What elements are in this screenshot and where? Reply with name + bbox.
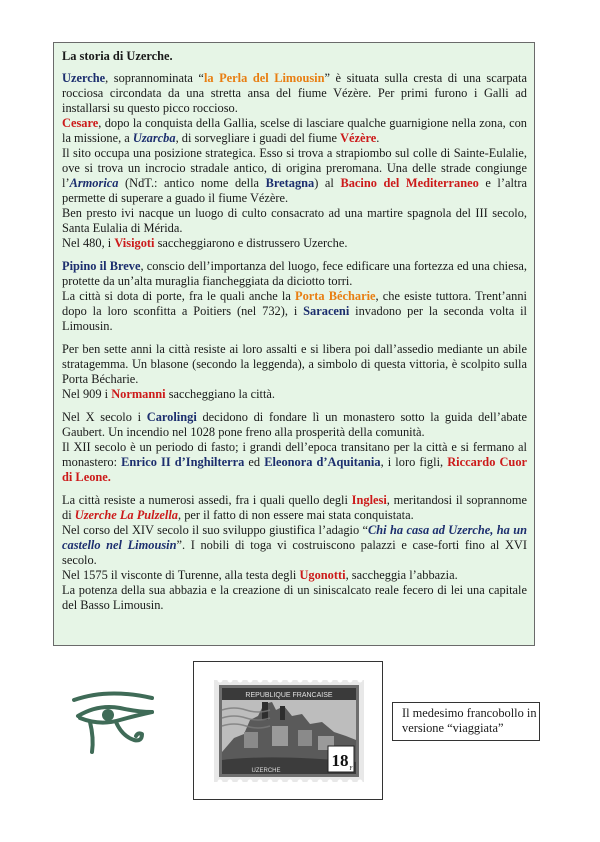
paragraph: [62, 342, 527, 387]
highlighted-term: Visigoti: [114, 236, 155, 250]
highlighted-term: Cesare: [62, 116, 99, 130]
highlighted-term: Porta Bécharie: [295, 289, 376, 303]
paragraph: [62, 523, 527, 568]
stamp-image: [214, 680, 364, 782]
text-run: , meritandosi il soprannome di: [62, 493, 527, 522]
text-run: , di sorvegliare i guadi del fiume: [175, 131, 341, 145]
highlighted-term: Ugonotti: [299, 568, 346, 582]
text-run: ) al: [314, 176, 341, 190]
paragraph: [62, 387, 527, 402]
text-run: ”. I nobili di toga vi costruiscono palazzi e case-forti fino al XVI secolo.: [62, 538, 527, 567]
text-run: , soprannominata “: [105, 71, 204, 85]
history-text-box: [53, 42, 535, 646]
highlighted-term: Bacino del Mediterraneo: [340, 176, 479, 190]
stamp-place-text: UZERCHE: [251, 768, 281, 774]
paragraph: [62, 493, 527, 523]
text-run: La città resiste a numerosi assedi, fra i quali quello degli: [62, 493, 352, 507]
stamp-frame: [193, 661, 383, 800]
stamp-caption: Il medesimo francobollo in versione “viaggiata”: [392, 702, 540, 741]
paragraph: [62, 236, 527, 251]
highlighted-term: Riccardo Cuor di Leone.: [62, 455, 528, 484]
highlighted-term: Uzerche: [62, 71, 106, 85]
stamp-country-text: REPUBLIQUE FRANCAISE: [245, 692, 333, 699]
text-run: invadono per la seconda volta il Limousin.: [62, 304, 528, 333]
text-run: Nel corso del XIV secolo il suo sviluppo giustifica l’adagio “: [62, 523, 369, 537]
text-run: Per ben sette anni la città resiste ai loro assalti e si libera poi dall’assedio mediante un abile stratagemma. Un blasone (secondo la leggenda), a simbolo di questa vittoria, è scolpito sulla Porta Bécharie.: [62, 342, 527, 386]
text-run: e l’altra permette di superare a guado il fiume Vézère.: [62, 176, 528, 205]
text-run: Il sito occupa una posizione strategica. Esso si trova a strapiombo sul colle di Sainte-Eulalie, ove si trova un incrocio stradale antico, di origina preromana. Una delle strade congiunge l’: [62, 146, 527, 190]
paragraph: [62, 440, 527, 485]
highlighted-term: Pipino il Breve: [62, 259, 141, 273]
text-run: Nel 1575 il visconte di Turenne, alla testa degli: [62, 568, 300, 582]
paragraph: [62, 116, 527, 146]
text-run: Nel X secolo i: [62, 410, 147, 424]
highlighted-term: Uzarcba: [132, 131, 176, 145]
paragraph: [62, 259, 527, 289]
highlighted-term: Carolingi: [146, 410, 197, 424]
paragraph: [62, 146, 527, 206]
highlighted-term: Uzerche La Pulzella: [74, 508, 178, 522]
text-run: ed: [244, 455, 265, 469]
page-title: La storia di Uzerche.: [62, 49, 173, 63]
highlighted-term: la Perla del Limousin: [203, 71, 325, 85]
text-run: , che esiste tuttora. Trent’anni dopo la loro sconfitta a Poitiers (nel 732), i: [62, 289, 527, 318]
stamp-value-text: 18: [331, 751, 349, 770]
text-run: Nel 909 i: [62, 387, 112, 401]
paragraph: [62, 410, 527, 440]
highlighted-term: Inglesi: [351, 493, 387, 507]
highlighted-term: Armorica: [69, 176, 119, 190]
paragraph: [62, 71, 527, 116]
paragraph: [62, 568, 527, 583]
paragraph: [62, 206, 527, 236]
paragraph: [62, 289, 527, 334]
highlighted-term: Vézère: [340, 131, 377, 145]
text-run: La città si dota di porte, fra le quali anche la: [62, 289, 296, 303]
highlighted-term: Bretagna: [265, 176, 315, 190]
paragraph: [62, 583, 527, 613]
highlighted-term: Saraceni: [303, 304, 350, 318]
text-run: ” è situata sulla cresta di una scarpata rocciosa circondata da una stretta ansa del fiume Vézère. Per primi furono i Galli ad installarsi su questo picco roccioso.: [62, 71, 527, 115]
text-run: (NdT.: antico nome della: [118, 176, 266, 190]
text-run: .: [376, 131, 380, 145]
text-run: , i loro figli,: [380, 455, 448, 469]
highlighted-term: Enrico II d’Inghilterra: [121, 455, 245, 469]
text-run: saccheggiarono e distrussero Uzerche.: [154, 236, 348, 250]
text-run: , dopo la conquista della Gallia, scelse di lasciare qualche guarnigione nella zona, con la missione, a: [62, 116, 527, 145]
text-run: Ben presto ivi nacque un luogo di culto consacrato ad una martire spagnola del III secolo, Santa Eulalia di Mérida.: [62, 206, 527, 235]
text-run: decidono di fondare lì un monastero sotto la guida dell’abate Gaubert. Un incendio nel 1028 pone freno alla prosperità della comunità.: [62, 410, 527, 439]
highlighted-term: Chi ha casa ad Uzerche, ha un castello nel Limousin: [62, 523, 527, 552]
text-run: saccheggiano la città.: [165, 387, 276, 401]
stamp-currency-text: F: [349, 766, 353, 772]
highlighted-term: Normanni: [111, 387, 166, 401]
eye-of-horus-icon: [68, 690, 156, 758]
text-run: , per il fatto di non essere mai stata conquistata.: [178, 508, 414, 522]
text-run: , conscio dell’importanza del luogo, fece edificare una fortezza ed una chiesa, protette da un’alta muraglia fiancheggiata da diciotto torri.: [62, 259, 528, 288]
text-run: Nel 480, i: [62, 236, 115, 250]
text-run: La potenza della sua abbazia e la creazione di un siniscalcato reale fecero di lei una capitale del Basso Limousin.: [62, 583, 527, 612]
text-run: Il XII secolo è un periodo di fasto; i grandi dell’epoca transitano per la città e si fermano al monastero:: [62, 440, 527, 469]
text-run: , saccheggia l’abbazia.: [345, 568, 458, 582]
highlighted-term: Eleonora d’Aquitania: [264, 455, 381, 469]
